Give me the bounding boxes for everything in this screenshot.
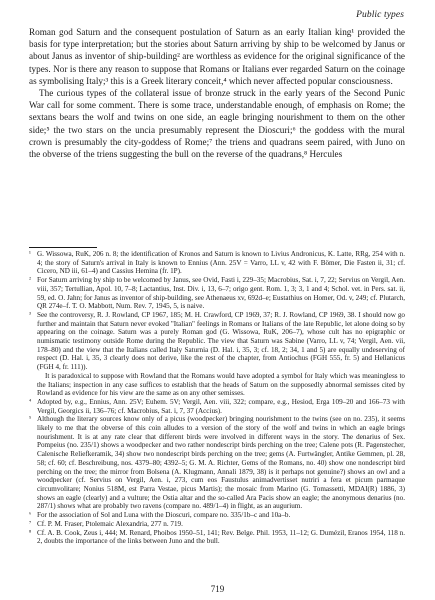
footnote-text: It is paradoxical to suppose with Rowland that the Romans would have adopted a symbol for Italy which was meaningless to the Italians; inspection in any case suffices to establish that the heads of Saturn on the supposedly abnormal semisses cited by Rowland as evidence for his view are the same as on any other semisses. [37,371,405,398]
footnote-number: ⁸ [29,528,32,536]
footnote-rule [29,247,97,248]
footnote [29,398,405,415]
running-head: Public types [356,10,404,20]
footnote-continuation [29,372,405,398]
footnote-text: Cf. P. M. Fraser, Ptolemaic Alexandria, 277 n. 719. [37,519,183,528]
footnote-number: ⁵ [29,415,32,423]
footnote-number: ⁴ [29,397,32,405]
footnote-number: ³ [29,310,31,318]
footnote [29,311,405,372]
footnote [29,520,405,529]
footnote [29,415,405,511]
footnote [29,250,405,276]
footnote-text: Although the literary sources know only of a picus (woodpecker) bringing nourishment to the twins (see on no. 235), it seems likely to me that the obverse of this coin alludes to a version of the story of the wolf and twins in which an eagle brings nourishment. It is at any rate clear that different birds were involved in different ways in the story. The denarius of Sex. Pompeius (no. 235/1) shows a woodpecker and two rather nondescript birds perching on the tree; Calene pots (R. Pagenstecher, Calenische Reliefkeramik, 34) show two nondescript birds perching on the tree; gems (A. Furtwängler, Antike Gemmen, pl. 28, 58; cf. 60; cf. Beschreibung, nos. 4379–80; 4392–5; G. M. A. Richter, Gems of the Romans, no. 40) show one nondescript bird perching on the tree; the mirror from Bolsena (A. Klugmann, Annali 1879, 38) is it perhaps not genuine?) shows an owl and a woodpecker (cf. Servius on Vergil, Aen. i, 273, cum eos Faustulus animadvertisset nutriri a fera et picum parmaque circumvolitare; Nonius 518M, est Parra Vestae, picus Martis); the mosaic from Marino (G. Tomassetti, MDAI(R) 1886, 3) shows an eagle (clearly) and a vulture; the Ostia altar and the so-called Ara Pacis show an eagle; the anonymous denarius (no. 287/1) shows what are probably two ravens (compare no. 489/1–4) in flight, as an augurium. [37,415,405,511]
footnote-text: G. Wissowa, RuK, 206 n. 8; the identification of Kronos and Saturn is known to Livius Andronicus, K. Latte, RRg, 254 with n. 4; the story of Saturn's arrival in Italy is known to Ennius (Ann. 25V = Varro, LL v, 42 with F. Bömer, Die Fasten ii, 31; cf. Cicero, ND iii, 61–4) and Cassius Hemina (fr. 1P). [37,250,405,276]
footnote-text: Adopted by, e.g., Ennius, Ann. 25V; Euhem. 5V; Vergil, Aen. viii, 322; compare, e.g., Hesiod, Erga 109–20 and 166–73 with Vergil, Georgics ii, 136–76; cf. Macrobius, Sat. i, 7, 37 (Accius). [37,397,405,415]
footnote [29,511,405,520]
body-paragraph: The curious types of the collateral issue of bronze struck in the early years of the Second Punic War call for some comment. There is some trace, understandable enough, of emphasis on Rome; the sextans bears the wolf and twins on one side, an eagle bringing nourishment to them on the other side;⁵ the two stars on the uncia presumably represent the Dioscuri;⁶ the goddess with the mural crown is presumably the city-goddess of Rome;⁷ the triens and quadrans seem paired, with Juno on the obverse of the triens suggesting the bull on the reverse of the quadrans,⁸ Hercules [29,88,405,160]
footnote-text: For the association of Sol and Luna with the Dioscuri, compare no. 335/1b–c and 10a–b. [37,511,291,520]
footnote-number: ⁷ [29,519,32,527]
footnote-text: Cf. A. B. Cook, Zeus i, 444; M. Renard, Phoibos 1950–51, 141; Rev. Belge. Phil. 1953, 11–12; G. Dumézil, Eranos 1954, 118 n. 2, doubts the importance of the links between Juno and the bull. [37,528,405,546]
footnote [29,276,405,311]
page-number: 719 [210,584,225,594]
footnote-number: ¹ [29,250,31,257]
footnote-number: ² [29,276,31,284]
footnote [29,529,405,546]
body-paragraph: Roman god Saturn and the consequent postulation of Saturn as an early Italian king¹ provided the basis for type interpretation; but the stories about Saturn arriving by ship to be welcomed by Janus or about Janus as inventor of ship-building² are worthless as evidence for the original significance of the types. Nor is there any reason to suppose that Romans or Italians ever regarded Saturn on the coinage as symbolising Italy;³ this is a Greek literary conceit,⁴ which never affected popular consciousness. [29,27,405,86]
main-text [29,26,405,160]
footnote-text: For Saturn arriving by ship to be welcomed by Janus, see Ovid, Fasti i, 229–35; Macrobius, Sat. i, 7, 22; Servius on Vergil, Aen. viii, 357; Tertullian, Apol. 10, 7–8; Lactantius, Inst. Div. i, 13, 6–7; origo gent. Rom. 1, 3; 3, 1 and 4; Schol. vet. in Pers. sat. ii, 59, ed. O. Jahn; for Janus as inventor of ship-building, see Athenaeus xv, 692d–e; Eustathius on Homer, Od. v, 249; cf. Plutarch, QR 274e–f. T. O. Mabbott, Num. Rev. 7, 1945, 5, is naive. [37,276,405,311]
footnote-number: ⁶ [29,511,32,519]
footnotes [29,250,405,546]
footnote-text: See the controversy, R. J. Rowland, CP 1967, 185; M. H. Crawford, CP 1969, 37; R. J. Rowland, CP 1969, 38. I should now go further and maintain that Saturn never evoked "Italian" feelings in Romans or Italians of the late Republic, let alone doing so by appearing on the coinage. Saturn was a purely Roman god (G. Wissowa, RuK, 206–7), whose cult has no epigraphic or numismatic testimony outside Rome during the Republic. The view that Saturn was Sabine (Varro, LL v, 74; Vergil, Aen. vii, 178–80) and the view that the Italians called Italy Saturnia (D. Hal. i, 35, 3; cf. 18, 2; 34, 1 and 5) are equally undeserving of respect (D. Hal. i, 35, 3 clearly does not derive, like the rest of the chapter, from Antiochus (FGH 555, fr. 5) and Hellanicus (FGH 4, fr. 111)). [37,310,405,372]
